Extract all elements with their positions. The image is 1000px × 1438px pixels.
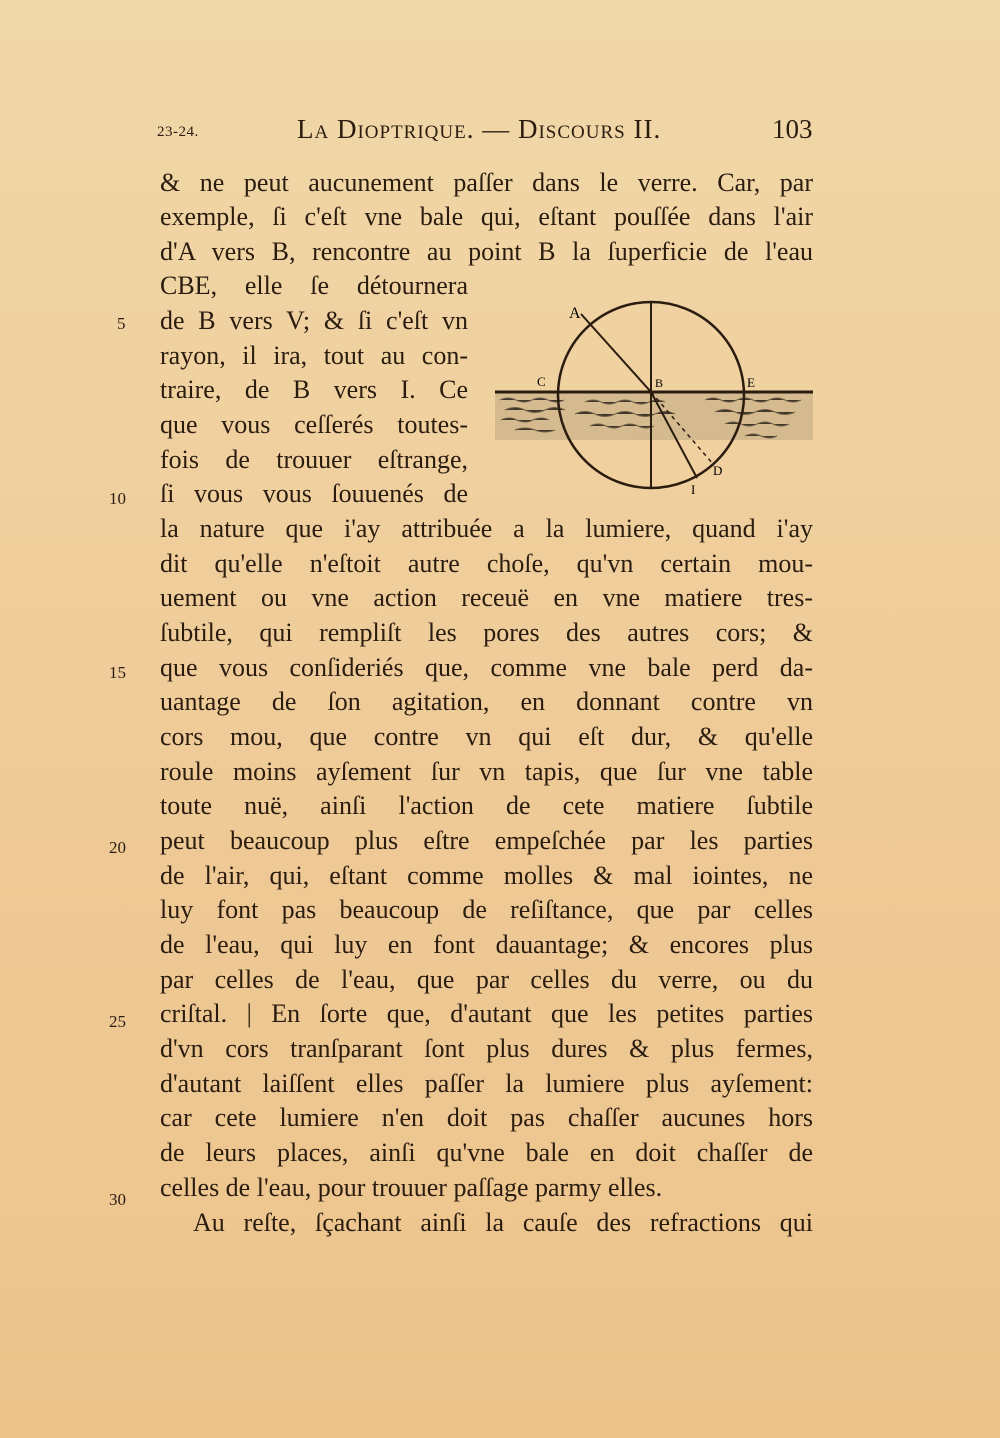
text-line: ſubtile, qui rempliſt les pores des autres cors; & xyxy=(160,618,813,647)
text-line: luy font pas beaucoup de reſiſtance, que par celles xyxy=(160,895,813,924)
text-line: toute nuë, ainſi l'action de cete matiere ſubtile xyxy=(160,791,813,820)
text-line: la nature que i'ay attribuée a la lumiere, quand i'ay xyxy=(160,514,813,543)
text-line: par celles de l'eau, que par celles du verre, ou du xyxy=(160,965,813,994)
line-number: 30 xyxy=(109,1190,126,1209)
text-line: roule moins ayſement ſur vn tapis, que ſur vne table xyxy=(160,757,813,786)
text-line: rayon, il ira, tout au con- xyxy=(160,341,468,370)
line-number: 5 xyxy=(117,314,126,333)
label-c: C xyxy=(537,374,546,389)
text-line: criſtal. | En ſorte que, d'autant que les petites parties xyxy=(160,999,813,1028)
text-line: que vous conſideriés que, comme vne bale perd da- xyxy=(160,653,813,682)
text-line: d'vn cors tranſparant ſont plus dures & plus fermes, xyxy=(160,1034,813,1063)
text-line: car cete lumiere n'en doit pas chaſſer aucunes hors xyxy=(160,1103,813,1132)
text-line: uantage de ſon agitation, en donnant contre vn xyxy=(160,687,813,716)
incident-ray xyxy=(581,314,651,392)
text-line: cors mou, que contre vn qui eſt dur, & qu'elle xyxy=(160,722,813,751)
text-line: d'A vers B, rencontre au point B la ſuperficie de l'eau xyxy=(160,237,813,266)
text-line: ſi vous vous ſouuenés de xyxy=(160,479,468,508)
label-b: B xyxy=(655,376,664,390)
line-number: 25 xyxy=(109,1012,126,1031)
text-line: traire, de B vers I. Ce xyxy=(160,375,468,404)
page-range: 23-24. xyxy=(157,124,199,140)
page-number: 103 xyxy=(772,114,813,144)
text-line: uement ou vne action receuë en vne matiere tres- xyxy=(160,583,813,612)
text-line: de l'air, qui, eſtant comme molles & mal iointes, ne xyxy=(160,861,813,890)
label-i: I xyxy=(691,482,696,497)
running-header xyxy=(0,114,1000,154)
text-line: fois de trouuer eſtrange, xyxy=(160,445,468,474)
refraction-diagram xyxy=(495,292,813,500)
label-e: E xyxy=(747,375,755,390)
text-line: & ne peut aucunement paſſer dans le verre. Car, par xyxy=(160,168,813,197)
text-line: peut beaucoup plus eſtre empeſchée par les parties xyxy=(160,826,813,855)
line-number: 10 xyxy=(109,489,126,508)
text-line: dit qu'elle n'eſtoit autre choſe, qu'vn certain mou- xyxy=(160,549,813,578)
text-line: exemple, ſi c'eſt vne bale qui, eſtant pouſſée dans l'air xyxy=(160,202,813,231)
text-line: celles de l'eau, pour trouuer paſſage parmy elles. xyxy=(160,1173,663,1202)
text-line: de B vers V; & ſi c'eſt vn xyxy=(160,306,468,335)
label-a: A xyxy=(569,305,581,322)
text-line: CBE, elle ſe détournera xyxy=(160,271,468,300)
label-d: D xyxy=(713,463,723,478)
line-number: 20 xyxy=(109,838,126,857)
text-line: de leurs places, ainſi qu'vne bale en doit chaſſer de xyxy=(160,1138,813,1167)
text-line: Au reſte, ſçachant ainſi la cauſe des refractions qui xyxy=(193,1208,813,1237)
text-line: de l'eau, qui luy en font dauantage; & encores plus xyxy=(160,930,813,959)
text-line: d'autant laiſſent elles paſſer la lumiere plus ayſement: xyxy=(160,1069,813,1098)
line-number: 15 xyxy=(109,663,126,682)
running-title: La Dioptrique. — Discours II. xyxy=(297,114,662,144)
text-line: que vous ceſſerés toutes- xyxy=(160,410,468,439)
